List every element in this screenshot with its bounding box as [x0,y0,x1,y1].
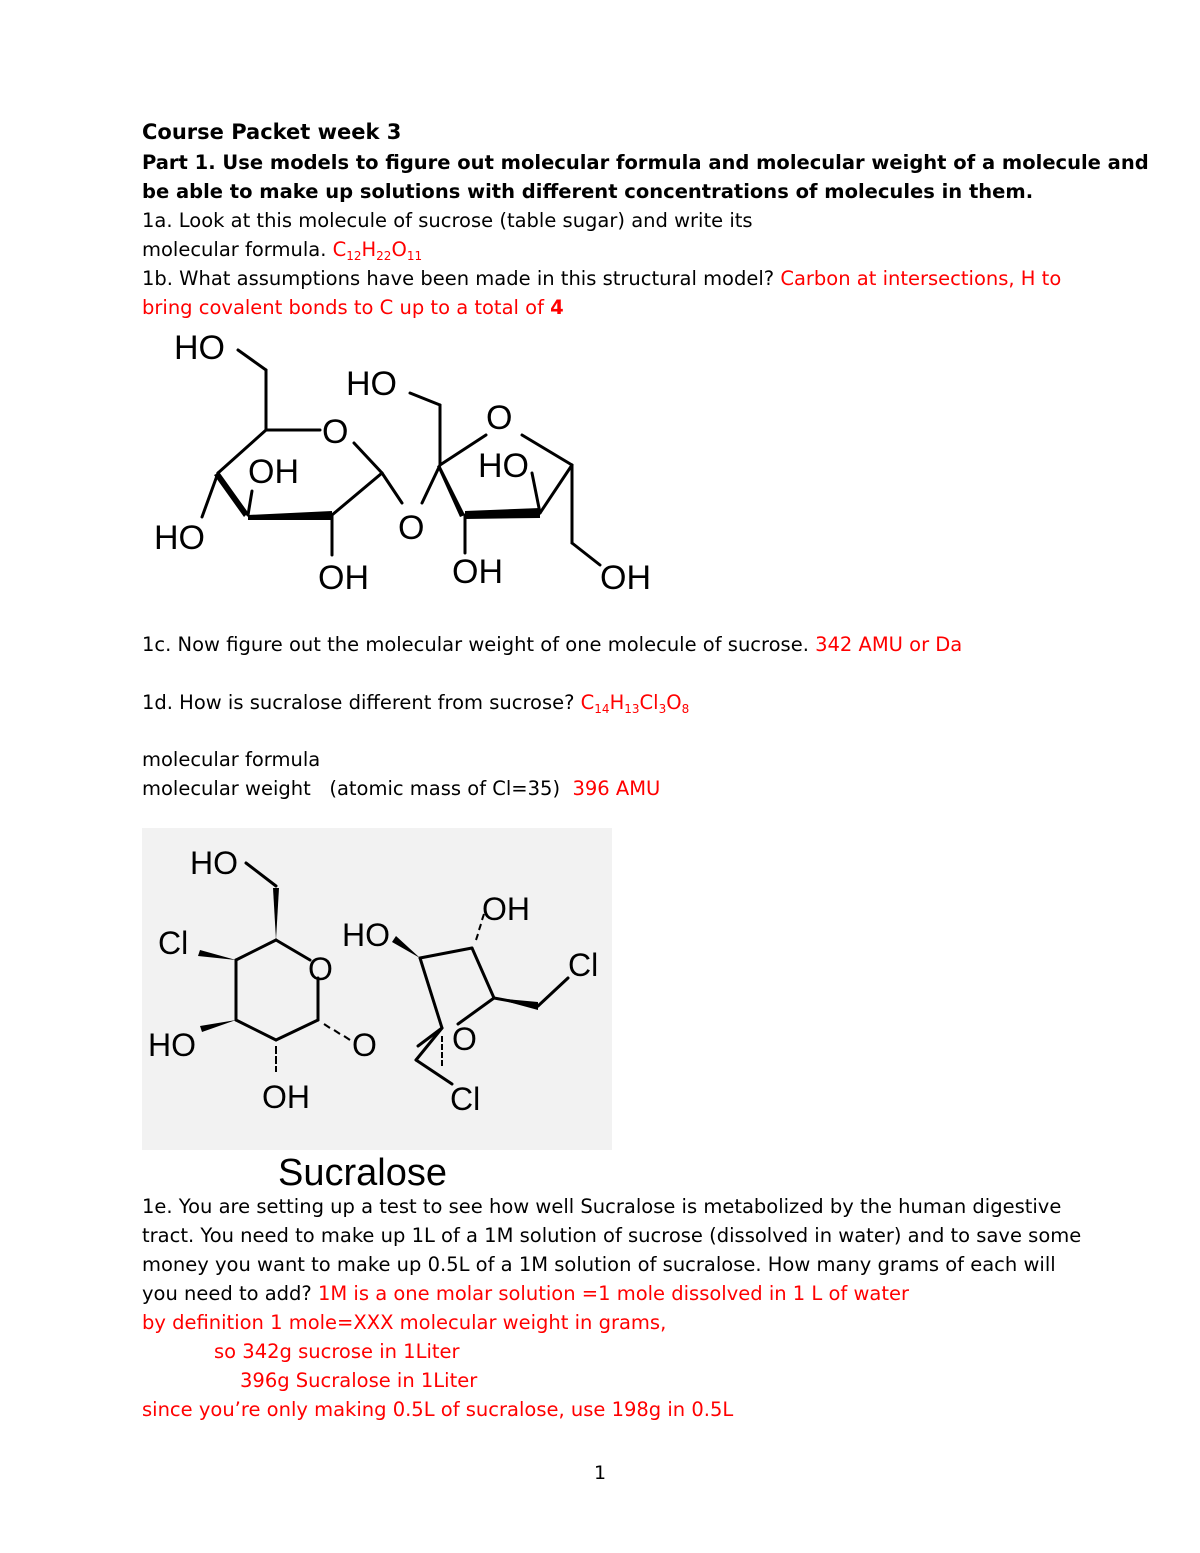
sucrose-formula-answer: $C_{12}H_{22}O_{11}$ [332,238,423,263]
sucralose-label-o-ring1: O [308,951,333,987]
q1a-line2 [142,235,422,264]
molecular-weight-label: molecular weight (atomic mass of Cl=35) [142,777,573,800]
sucralose-name: Sucralose [278,1152,447,1194]
q1e-line2: tract. You need to make up 1L of a 1M solution of sucrose (dissolved in water) and to save some [142,1224,1082,1247]
q1d-line [142,688,689,717]
q1b-question: 1b. What assumptions have been made in this structural model? [142,267,781,290]
sucrose-label-oh-right: OH [600,559,651,597]
q1e-answer-line3: so 342g sucrose in 1Liter [214,1340,460,1363]
part1-heading-line1: Part 1. Use models to figure out molecular formula and molecular weight of a molecule and [142,151,1149,174]
part1-heading-line2: be able to make up solutions with different concentrations of molecules in them. [142,180,1034,203]
sucralose-label-ho-top: HO [190,845,238,881]
q1e-answer-line5: since you’re only making 0.5L of sucralose, use 198g in 0.5L [142,1398,734,1421]
sucrose-label-oh-bottom2: OH [452,553,503,591]
sucrose-label-oh-inner: OH [248,453,299,491]
sucrose-label-o-ring2: O [486,399,513,437]
page-title: Course Packet week 3 [142,120,402,144]
q1e-question-end: you need to add? [142,1282,318,1305]
sucrose-label-o-ring1: O [322,413,349,451]
q1e-line1: 1e. You are setting up a test to see how well Sucralose is metabolized by the human digestive [142,1195,1062,1218]
q1e-line4 [142,1279,909,1308]
sucralose-label-ho-left: HO [148,1027,196,1063]
page-number: 1 [593,1462,607,1484]
sucrose-label-oh-bottom1: OH [318,559,369,597]
sucralose-label-cl-bottom: Cl [450,1081,481,1117]
q1b-answer-line2: bring covalent bonds to C up to a total of 4 [142,296,564,319]
q1a-text: molecular formula. [142,238,333,261]
sucrose-label-ho-mid: HO [346,365,397,403]
molecular-weight-answer: 396 AMU [572,777,661,800]
sucrose-label-o-bridge: O [398,509,425,547]
sucralose-label-cl-right: Cl [568,947,599,983]
molecular-formula-label: molecular formula [142,748,321,771]
sucralose-label-cl-left: Cl [158,925,189,961]
q1b-answer-line1: Carbon at intersections, H to [780,267,1062,290]
sucralose-label-ho-mid: HO [342,917,390,953]
q1e-answer-line2: by definition 1 mole=XXX molecular weight in grams, [142,1311,667,1334]
sucrose-label-ho-top: HO [174,329,225,367]
sucrose-label-ho-inner: HO [478,447,529,485]
sucralose-label-oh-bottom: OH [262,1079,310,1115]
sucralose-label-o-bridge: O [352,1027,377,1063]
q1e-answer-line1: 1M is a one molar solution =1 mole dissolved in 1 L of water [318,1282,910,1305]
sucrose-structure [140,325,680,605]
q1c-line [142,630,962,659]
molecular-weight-line [142,774,660,803]
q1c-answer: 342 AMU or Da [815,633,963,656]
sucralose-structure [142,828,612,1198]
q1e-answer-line4: 396g Sucralose in 1Liter [240,1369,478,1392]
q1b-line1 [142,264,1061,293]
sucralose-formula-answer: $C_{14}H_{13}Cl_3O_8$ [580,691,690,716]
q1d-question: 1d. How is sucralose different from sucrose? [142,691,581,714]
q1c-question: 1c. Now figure out the molecular weight of one molecule of sucrose. [142,633,816,656]
sucralose-label-oh-top-right: OH [482,891,530,927]
sucrose-label-ho-left: HO [154,519,205,557]
q1e-line3: money you want to make up 0.5L of a 1M solution of sucralose. How many grams of each will [142,1253,1056,1276]
sucralose-label-o-ring2: O [452,1021,477,1057]
q1a-line1: 1a. Look at this molecule of sucrose (table sugar) and write its [142,209,753,232]
